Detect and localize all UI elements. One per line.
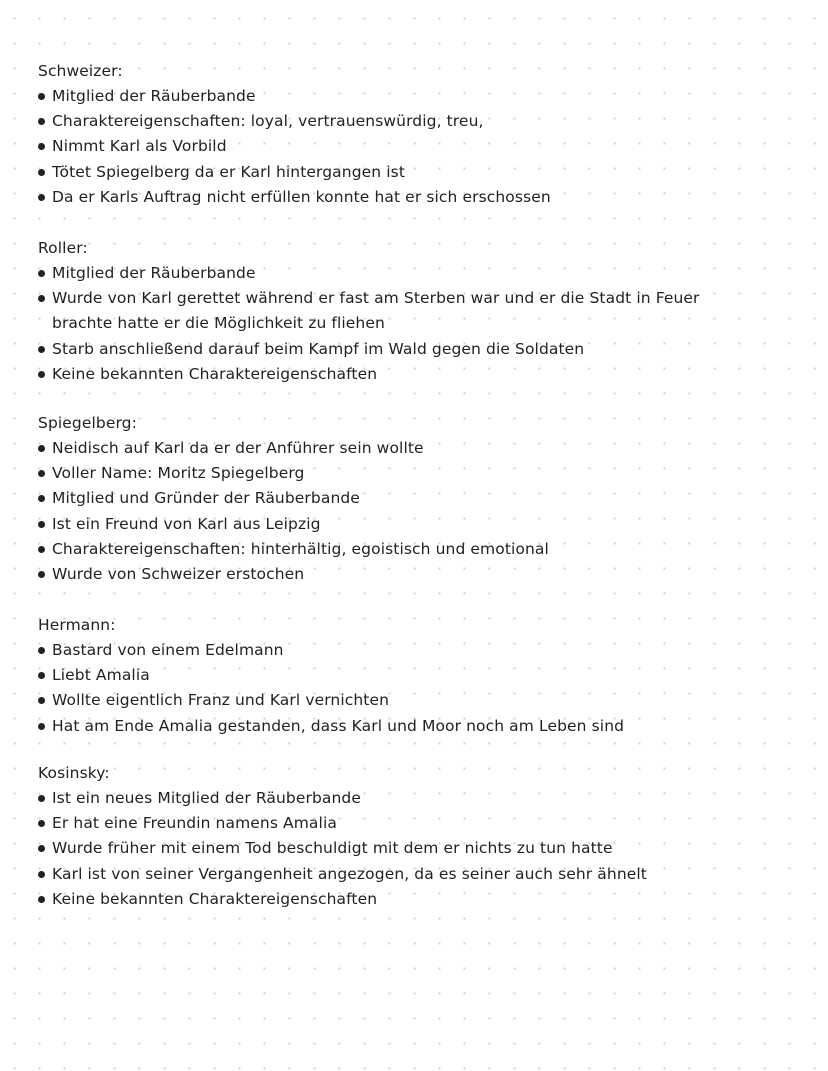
bullet-icon (38, 896, 45, 903)
section-hermann (38, 613, 798, 739)
bullet-icon (38, 647, 45, 654)
bullet-icon (38, 495, 45, 502)
bullet-icon (38, 521, 45, 528)
bullet-icon (38, 672, 45, 679)
bullet-icon (38, 445, 45, 452)
bullet-icon (38, 143, 45, 150)
section-heading: Kosinsky: (38, 764, 110, 782)
list-item: Keine bekannten Charaktereigenschaften (38, 362, 798, 387)
list-item: Keine bekannten Charaktereigenschaften (38, 887, 798, 912)
bullet-list (38, 261, 798, 387)
bullet-icon (38, 697, 45, 704)
section-schweizer (38, 59, 798, 210)
bullet-icon (38, 371, 45, 378)
section-roller (38, 236, 798, 387)
list-item: Mitglied der Räuberbande (38, 261, 798, 286)
list-item: Da er Karls Auftrag nicht erfüllen konnte hat er sich erschossen (38, 185, 798, 210)
bullet-icon (38, 93, 45, 100)
list-item: Neidisch auf Karl da er der Anführer sein wollte (38, 436, 798, 461)
section-heading: Spiegelberg: (38, 414, 137, 432)
list-item: Nimmt Karl als Vorbild (38, 134, 798, 159)
bullet-list (38, 786, 798, 912)
bullet-icon (38, 346, 45, 353)
list-item: Ist ein neues Mitglied der Räuberbande (38, 786, 798, 811)
bullet-icon (38, 723, 45, 730)
bullet-icon (38, 871, 45, 878)
bullet-list (38, 638, 798, 739)
bullet-icon (38, 118, 45, 125)
list-item: Er hat eine Freundin namens Amalia (38, 811, 798, 836)
bullet-icon (38, 194, 45, 201)
bullet-list (38, 84, 798, 210)
list-item: Liebt Amalia (38, 663, 798, 688)
bullet-icon (38, 270, 45, 277)
list-item: Mitglied und Gründer der Räuberbande (38, 486, 798, 511)
bullet-icon (38, 295, 45, 302)
list-item: Wurde von Karl gerettet während er fast am Sterben war und er die Stadt in Feuer brachte hatte er die Möglichkeit zu fliehen (38, 286, 798, 336)
bullet-icon (38, 546, 45, 553)
list-item: Ist ein Freund von Karl aus Leipzig (38, 512, 798, 537)
bullet-icon (38, 571, 45, 578)
list-item: Wurde von Schweizer erstochen (38, 562, 798, 587)
list-item: Voller Name: Moritz Spiegelberg (38, 461, 798, 486)
list-item: Tötet Spiegelberg da er Karl hintergangen ist (38, 160, 798, 185)
list-item: Mitglied der Räuberbande (38, 84, 798, 109)
list-item: Karl ist von seiner Vergangenheit angezogen, da es seiner auch sehr ähnelt (38, 862, 798, 887)
list-item: Hat am Ende Amalia gestanden, dass Karl und Moor noch am Leben sind (38, 714, 798, 739)
list-item: Charaktereigenschaften: hinterhältig, egoistisch und emotional (38, 537, 798, 562)
list-item: Charaktereigenschaften: loyal, vertrauenswürdig, treu, (38, 109, 798, 134)
bullet-icon (38, 795, 45, 802)
list-item: Starb anschließend darauf beim Kampf im Wald gegen die Soldaten (38, 337, 798, 362)
bullet-icon (38, 470, 45, 477)
section-spiegelberg (38, 411, 798, 587)
list-item: Wurde früher mit einem Tod beschuldigt mit dem er nichts zu tun hatte (38, 836, 798, 861)
bullet-icon (38, 820, 45, 827)
section-heading: Hermann: (38, 616, 116, 634)
bullet-icon (38, 845, 45, 852)
section-heading: Schweizer: (38, 62, 123, 80)
section-heading: Roller: (38, 239, 88, 257)
list-item: Bastard von einem Edelmann (38, 638, 798, 663)
bullet-list (38, 436, 798, 587)
section-kosinsky (38, 761, 798, 912)
list-item: Wollte eigentlich Franz und Karl vernichten (38, 688, 798, 713)
bullet-icon (38, 169, 45, 176)
